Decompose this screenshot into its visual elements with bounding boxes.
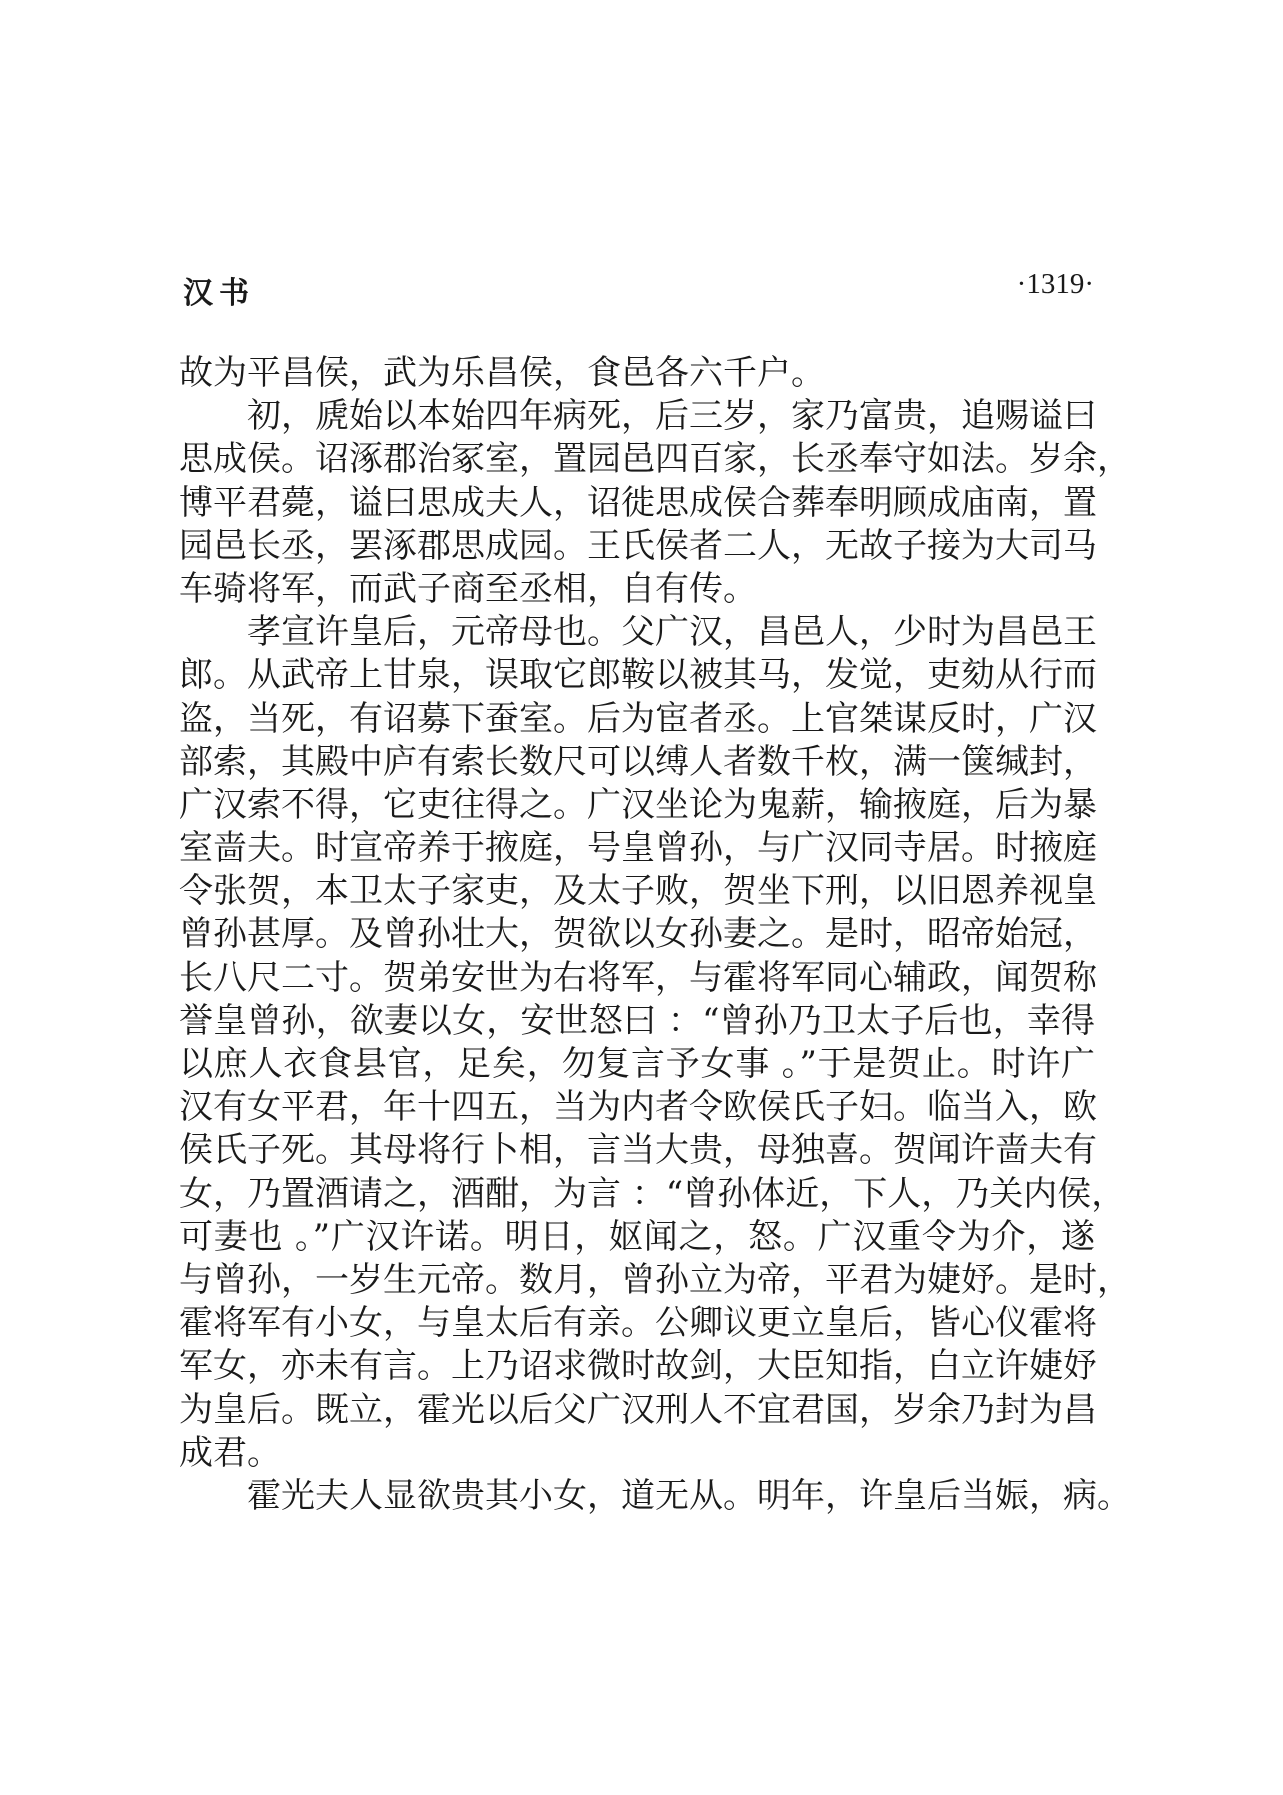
text-line: 初，虒始以本始四年病死，后三岁，家乃富贵，追赐谥曰 <box>247 396 1097 437</box>
text-line: 郎。从武帝上甘泉，误取它郎鞍以被其马，发觉，吏劾从行而 <box>179 655 1097 696</box>
text-line: 长八尺二寸。贺弟安世为右将军，与霍将军同心辅政，闻贺称 <box>179 957 1097 998</box>
paragraph <box>179 395 1131 611</box>
page-header <box>183 268 1094 318</box>
paragraph <box>179 1475 1131 1518</box>
text-line: 孝宣许皇后，元帝母也。父广汉，昌邑人，少时为昌邑王 <box>247 612 1097 653</box>
paragraph <box>179 611 1131 1475</box>
text-line: 侯氏子死。其母将行卜相，言当大贵，母独喜。贺闻许啬夫有 <box>179 1130 1097 1171</box>
text-line: 以庶人衣食县官，足矣，勿复言予女事 。”于是贺止。时许广 <box>179 1044 1095 1084</box>
text-line: 车骑将军，而武子商至丞相，自有传。 <box>179 568 757 609</box>
paragraph <box>179 352 1095 395</box>
text-line: 故为平昌侯，武为乐昌侯，食邑各六千户。 <box>179 353 825 393</box>
book-title: 汉书 <box>183 276 255 311</box>
text-line: 博平君薨，谥曰思成夫人，诏徙思成侯合葬奉明顾成庙南，置 <box>179 482 1097 523</box>
text-line: 誉皇曾孙，欲妻以女，安世怒曰 ：“曾孙乃卫太子后也，幸得 <box>179 1000 1095 1041</box>
text-line: 思成侯。诏涿郡治冢室，置园邑四百家，长丞奉守如法。岁余， <box>179 439 1131 480</box>
text-line: 可妻也 。”广汉许诺。明日，妪闻之，怒。广汉重令为介，遂 <box>179 1216 1095 1257</box>
text-line: 曾孙甚厚。及曾孙壮大，贺欲以女孙妻之。是时，昭帝始冠， <box>179 914 1097 955</box>
text-line: 霍光夫人显欲贵其小女，道无从。明年，许皇后当娠，病。 <box>247 1475 1131 1516</box>
body-text <box>179 352 1131 1518</box>
text-line: 霍将军有小女，与皇太后有亲。公卿议更立皇后，皆心仪霍将 <box>179 1303 1097 1344</box>
text-line: 女，乃置酒请之，酒酣，为言 ：“曾孙体近，下人，乃关内侯， <box>179 1173 1126 1214</box>
text-line: 为皇后。既立，霍光以后父广汉刑人不宜君国，岁余乃封为昌 <box>179 1389 1097 1430</box>
text-line: 与曾孙，一岁生元帝。数月，曾孙立为帝，平君为婕妤。是时， <box>179 1259 1131 1300</box>
text-line: 军女，亦未有言。上乃诏求微时故剑，大臣知指，白立许婕妤 <box>179 1346 1097 1387</box>
text-line: 汉有女平君，年十四五，当为内者令欧侯氏子妇。临当入，欧 <box>179 1087 1097 1128</box>
text-line: 成君。 <box>179 1432 281 1473</box>
text-line: 室啬夫。时宣帝养于掖庭，号皇曾孙，与广汉同寺居。时掖庭 <box>179 828 1097 869</box>
text-line: 园邑长丞，罢涿郡思成园。王氏侯者二人，无故子接为大司马 <box>179 525 1097 566</box>
page-number: ·1319· <box>1016 268 1094 300</box>
text-line: 令张贺，本卫太子家吏，及太子败，贺坐下刑，以旧恩养视皇 <box>179 871 1097 912</box>
text-line: 广汉索不得，它吏往得之。广汉坐论为鬼薪，输掖庭，后为暴 <box>179 784 1097 825</box>
text-line: 盗，当死，有诏募下蚕室。后为宦者丞。上官桀谋反时，广汉 <box>179 698 1097 739</box>
text-line: 部索，其殿中庐有索长数尺可以缚人者数千枚，满一箧缄封， <box>179 741 1097 782</box>
